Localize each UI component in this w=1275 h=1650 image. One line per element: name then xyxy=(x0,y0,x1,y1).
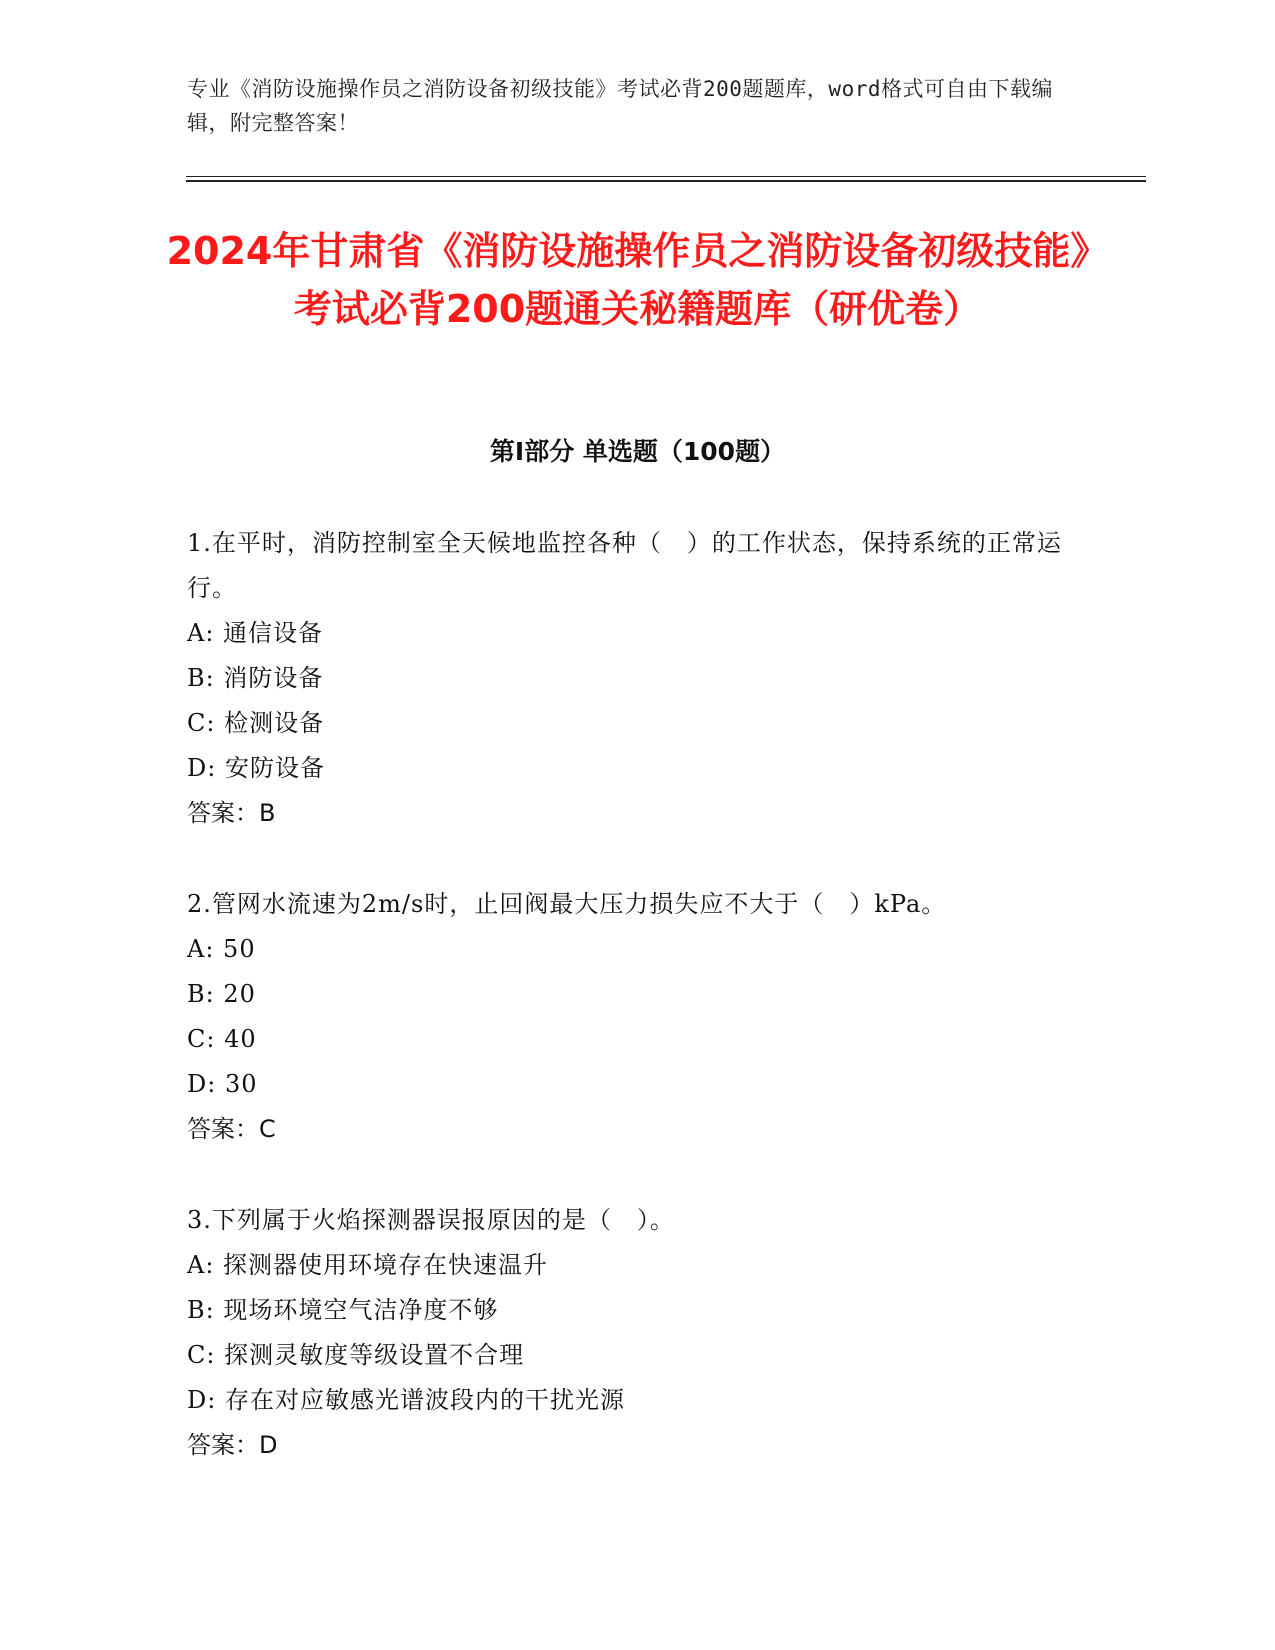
header-note: 专业《消防设施操作员之消防设备初级技能》考试必背200题题库，word格式可自由下载编辑，附完整答案！ xyxy=(187,77,1053,135)
question-item xyxy=(187,521,1067,836)
option-c: C: 检测设备 xyxy=(187,709,325,737)
answer-line: 答案：B xyxy=(187,799,276,827)
option-b: B: 消防设备 xyxy=(187,664,324,692)
option-a: A: 探测器使用环境存在快速温升 xyxy=(187,1251,549,1279)
section-title: 第I部分 单选题（100题） xyxy=(489,437,786,466)
answer-line: 答案：C xyxy=(187,1115,276,1143)
option-a: A: 通信设备 xyxy=(187,619,324,647)
option-c: C: 探测灵敏度等级设置不合理 xyxy=(187,1341,525,1369)
document-title: 2024年甘肃省《消防设施操作员之消防设备初级技能》考试必背200题通关秘籍题库（研优卷） xyxy=(166,229,1109,331)
question-list xyxy=(187,521,1067,1514)
option-b: B: 现场环境空气洁净度不够 xyxy=(187,1296,499,1324)
question-stem: 2.管网水流速为2m/s时，止回阀最大压力损失应不大于（ ）kPa。 xyxy=(187,890,947,918)
question-item xyxy=(187,882,1067,1152)
header-divider-thin xyxy=(186,176,1146,177)
option-d: D: 安防设备 xyxy=(187,754,325,782)
question-item xyxy=(187,1198,1067,1468)
option-b: B: 20 xyxy=(187,980,256,1008)
question-stem: 3.下列属于火焰探测器误报原因的是（ ）。 xyxy=(187,1206,675,1234)
option-c: C: 40 xyxy=(187,1025,257,1053)
header-divider-thick xyxy=(186,180,1146,182)
option-d: D: 存在对应敏感光谱波段内的干扰光源 xyxy=(187,1386,625,1414)
question-stem: 1.在平时，消防控制室全天候地监控各种（ ）的工作状态，保持系统的正常运行。 xyxy=(187,529,1062,602)
option-a: A: 50 xyxy=(187,935,256,963)
option-d: D: 30 xyxy=(187,1070,258,1098)
answer-line: 答案：D xyxy=(187,1431,278,1459)
